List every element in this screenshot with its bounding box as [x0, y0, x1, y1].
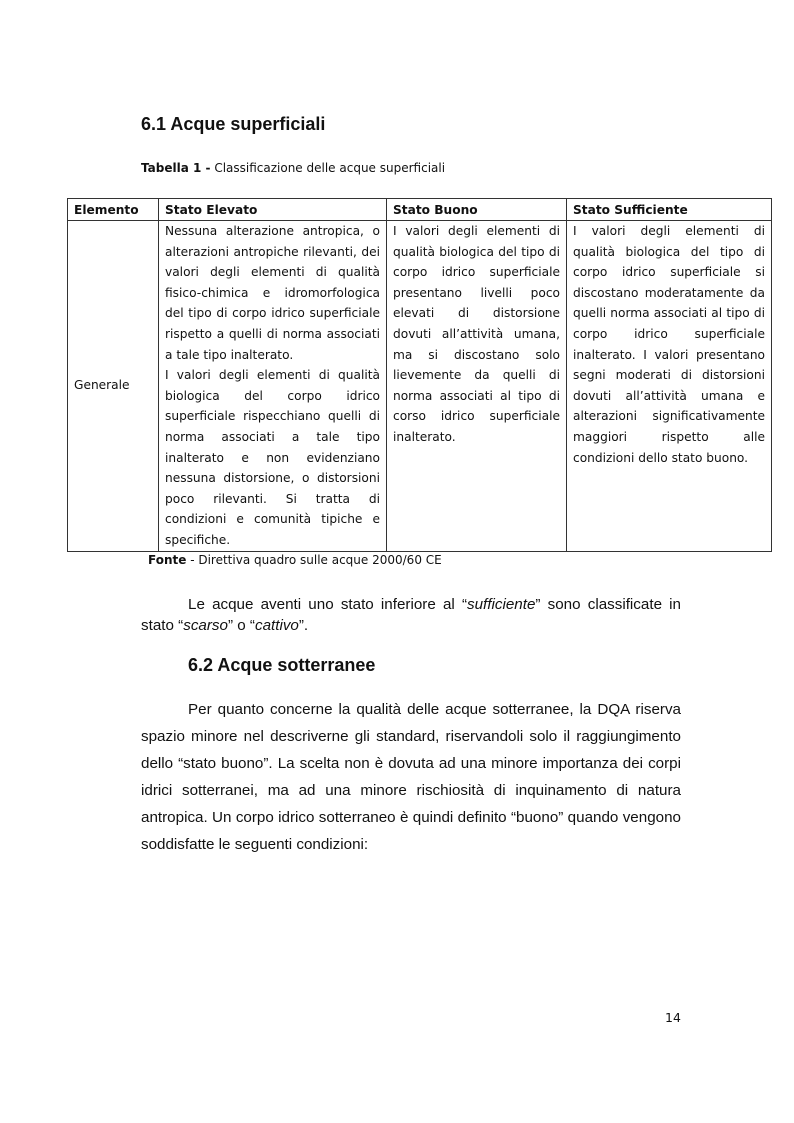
page-number: 14 — [665, 1010, 681, 1025]
paragraph-1-text-c: ” o “ — [227, 617, 255, 634]
table-caption-label: Tabella 1 - — [141, 161, 211, 175]
paragraph-1-italic-sufficiente: sufficiente — [467, 596, 536, 613]
table-row — [68, 221, 772, 552]
table-header-row — [68, 199, 772, 221]
cell-stato-elevato — [159, 221, 387, 552]
header-stato-elevato: Stato Elevato — [159, 199, 387, 221]
paragraph-1-italic-scarso: scarso — [183, 617, 228, 634]
cell-stato-elevato-p2: I valori degli elementi di qualità biologica del corpo idrico superficiale rispecchiano quelli di norma associati a tale tipo inalterato e non evidenziano nessuna distorsione, o distorsioni poco rilevanti. Si tratta di condizioni e comunità tipiche e specifiche. — [165, 368, 380, 547]
table-source-text: - Direttiva quadro sulle acque 2000/60 CE — [190, 553, 442, 567]
table-caption — [141, 161, 445, 175]
paragraph-stato-inferiore — [141, 594, 681, 636]
header-elemento: Elemento — [68, 199, 159, 221]
paragraph-1-text-d: ”. — [298, 617, 309, 634]
header-stato-buono: Stato Buono — [387, 199, 567, 221]
table-caption-text: Classificazione delle acque superficiali — [214, 161, 446, 175]
table-source — [148, 553, 442, 567]
paragraph-1-italic-cattivo: cattivo — [254, 617, 299, 634]
classification-table — [67, 198, 772, 552]
cell-stato-sufficiente: I valori degli elementi di qualità biologica del tipo di corpo idrico superficiale si discostano moderatamente da quelli norma associati al tipo di corpo idrico superficiale inalterato. I valori presentano segni moderati di distorsioni dovuti all’attività umana e alterazioni significativamente maggiori rispetto alle condizioni dello stato buono. — [567, 221, 772, 552]
header-stato-sufficiente: Stato Sufficiente — [567, 199, 772, 221]
cell-stato-elevato-p1: Nessuna alterazione antropica, o alterazioni antropiche rilevanti, dei valori degli elementi di qualità fisico-chimica e idromorfologica del tipo di corpo idrico superficiale rispetto a quelli di norma associati a tale tipo inalterato. — [165, 224, 380, 362]
cell-stato-buono: I valori degli elementi di qualità biologica del tipo di corpo idrico superficiale presentano livelli poco elevati di distorsione dovuti all’attività umana, ma si discostano solo lievemente da quelli di norma associati al tipo di corso idrico superficiale inalterato. — [387, 221, 567, 552]
section-heading-acque-sotterranee: 6.2 Acque sotterranee — [188, 655, 376, 675]
paragraph-acque-sotterranee: Per quanto concerne la qualità delle acque sotterranee, la DQA riserva spazio minore nel descriverne gli standard, riservandoli solo il raggiungimento dello “stato buono”. La scelta non è dovuta ad una minore importanza dei corpi idrici sotterranei, ma ad una minore rischiosità di inquinamento di natura antropica. Un corpo idrico sotterraneo è quindi definito “buono” quando vengono soddisfatte le seguenti condizioni: — [141, 701, 681, 853]
table-source-label: Fonte — [148, 553, 187, 567]
section-heading-acque-superficiali: 6.1 Acque superficiali — [141, 114, 326, 134]
cell-elemento: Generale — [68, 221, 159, 552]
paragraph-1-text-a: Le acque aventi uno stato inferiore al “ — [188, 596, 468, 613]
paragraph-1-text-b: ” sono classificate in stato “ — [141, 596, 682, 634]
